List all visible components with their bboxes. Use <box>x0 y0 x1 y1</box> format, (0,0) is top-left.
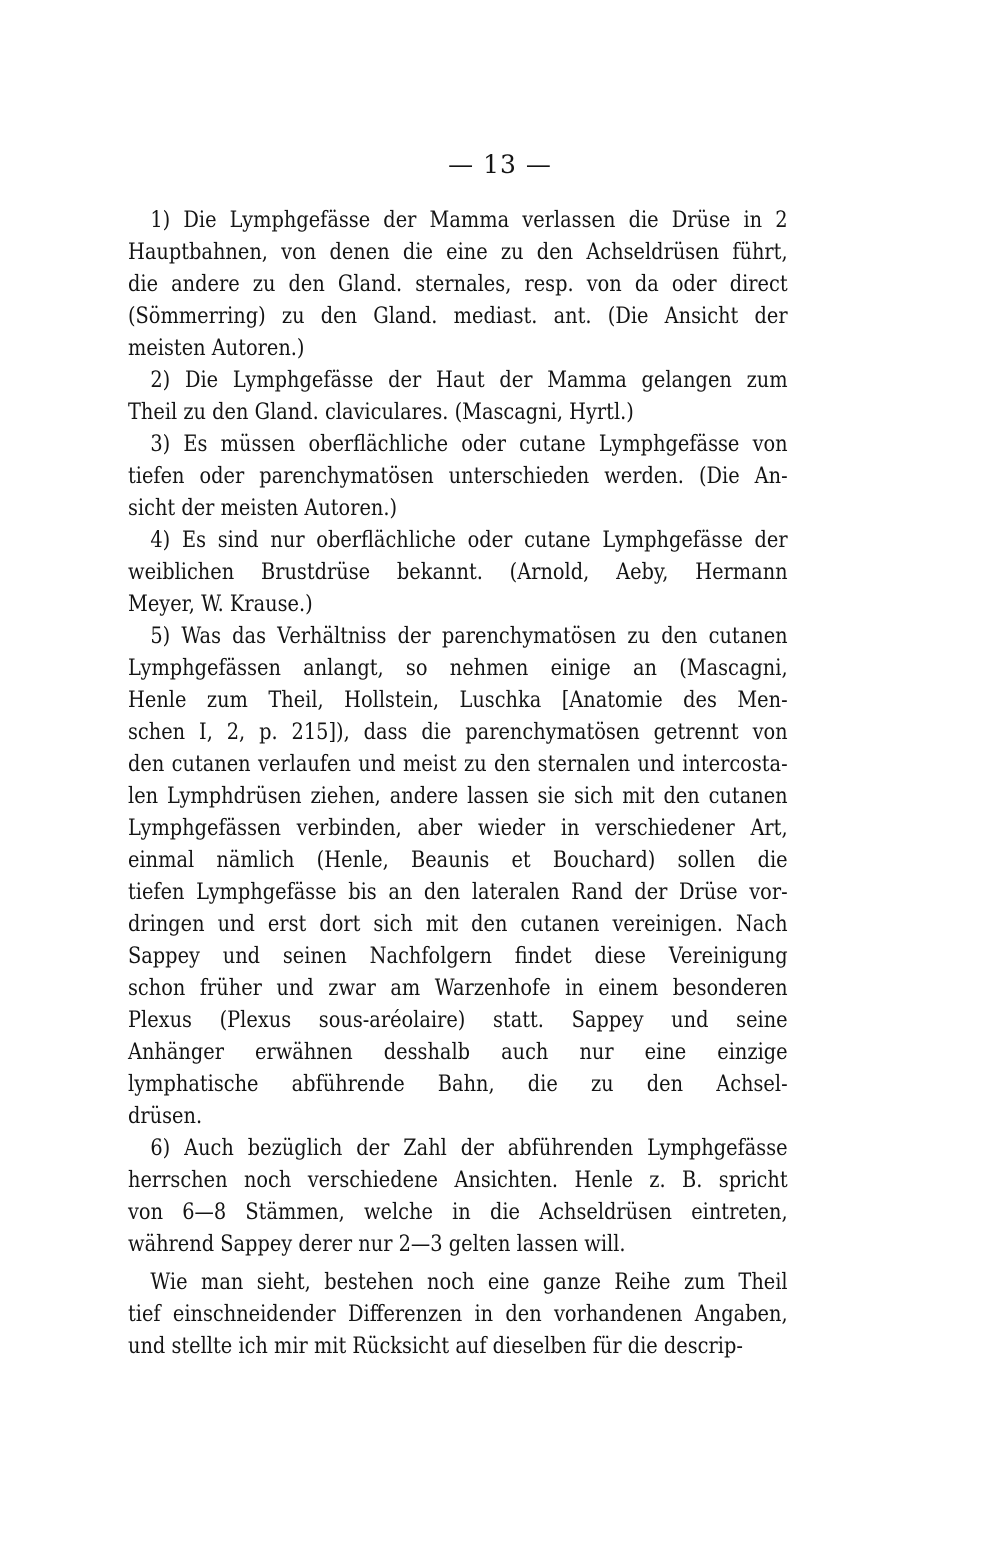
paragraph-p6 <box>128 1132 788 1260</box>
text-line: die andere zu den Gland. sternales, resp. von da oder direct <box>128 271 788 297</box>
text-line: Wie man sieht, bestehen noch eine ganze Reihe zum Theil <box>150 1269 788 1295</box>
paragraph-p5 <box>128 620 788 1132</box>
text-line: Plexus (Plexus sous-aréolaire) statt. Sappey und seine <box>128 1007 788 1033</box>
text-line: 5) Was das Verhältniss der parenchymatösen zu den cutanen <box>150 623 788 649</box>
text-line: weiblichen Brustdrüse bekannt. (Arnold, Aeby, Hermann <box>128 559 788 585</box>
text-line: herrschen noch verschiedene Ansichten. Henle z. B. spricht <box>128 1167 788 1193</box>
text-line: drüsen. <box>128 1103 203 1129</box>
text-line: Hauptbahnen, von denen die eine zu den Achseldrüsen führt, <box>128 239 788 265</box>
text-line: von 6—8 Stämmen, welche in die Achseldrüsen eintreten, <box>128 1199 788 1225</box>
text-line: und stellte ich mir mit Rücksicht auf dieselben für die descrip- <box>128 1333 743 1359</box>
text-line: lymphatische abführende Bahn, die zu den Achsel- <box>128 1071 788 1097</box>
text-line: Anhänger erwähnen desshalb auch nur eine einzige <box>128 1039 788 1065</box>
text-line: tiefen Lymphgefässe bis an den lateralen Rand der Drüse vor- <box>128 879 788 905</box>
text-line: während Sappey derer nur 2—3 gelten lassen will. <box>128 1231 626 1257</box>
text-line: den cutanen verlaufen und meist zu den sternalen und intercosta- <box>128 751 788 777</box>
text-line: 6) Auch bezüglich der Zahl der abführenden Lymphgefässe <box>150 1135 788 1161</box>
text-line: tiefen oder parenchymatösen unterschieden werden. (Die An- <box>128 463 788 489</box>
text-line: dringen und erst dort sich mit den cutanen vereinigen. Nach <box>128 911 788 937</box>
page-number: — 13 — <box>448 150 552 179</box>
text-line: schon früher und zwar am Warzenhofe in einem besonderen <box>128 975 788 1001</box>
text-line: Lymphgefässen anlangt, so nehmen einige an (Mascagni, <box>128 655 788 681</box>
text-line: 3) Es müssen oberflächliche oder cutane Lymphgefässe von <box>150 431 788 457</box>
text-line: tief einschneidender Differenzen in den vorhandenen Angaben, <box>128 1301 788 1327</box>
text-line: Theil zu den Gland. claviculares. (Mascagni, Hyrtl.) <box>128 399 634 425</box>
paragraph-p4 <box>128 524 788 620</box>
paragraph-p7 <box>128 1266 788 1362</box>
text-line: 2) Die Lymphgefässe der Haut der Mamma gelangen zum <box>150 367 788 393</box>
text-line: meisten Autoren.) <box>128 335 305 361</box>
text-line: Sappey und seinen Nachfolgern findet diese Vereinigung <box>128 943 788 969</box>
text-line: 4) Es sind nur oberflächliche oder cutane Lymphgefässe der <box>150 527 788 553</box>
text-line: Lymphgefässen verbinden, aber wieder in verschiedener Art, <box>128 815 788 841</box>
text-line: (Sömmerring) zu den Gland. mediast. ant. (Die Ansicht der <box>128 303 788 329</box>
text-line: sicht der meisten Autoren.) <box>128 495 398 521</box>
text-line: Henle zum Theil, Hollstein, Luschka [Anatomie des Men- <box>128 687 788 713</box>
paragraph-p2 <box>128 364 788 428</box>
text-line: einmal nämlich (Henle, Beaunis et Bouchard) sollen die <box>128 847 788 873</box>
paragraph-p3 <box>128 428 788 524</box>
text-line: 1) Die Lymphgefässe der Mamma verlassen die Drüse in 2 <box>150 207 788 233</box>
text-line: len Lymphdrüsen ziehen, andere lassen sie sich mit den cutanen <box>128 783 788 809</box>
paragraph-p1 <box>128 204 788 364</box>
body-text <box>128 204 788 1362</box>
text-line: Meyer, W. Krause.) <box>128 591 313 617</box>
text-line: schen I, 2, p. 215]), dass die parenchymatösen getrennt von <box>128 719 788 745</box>
